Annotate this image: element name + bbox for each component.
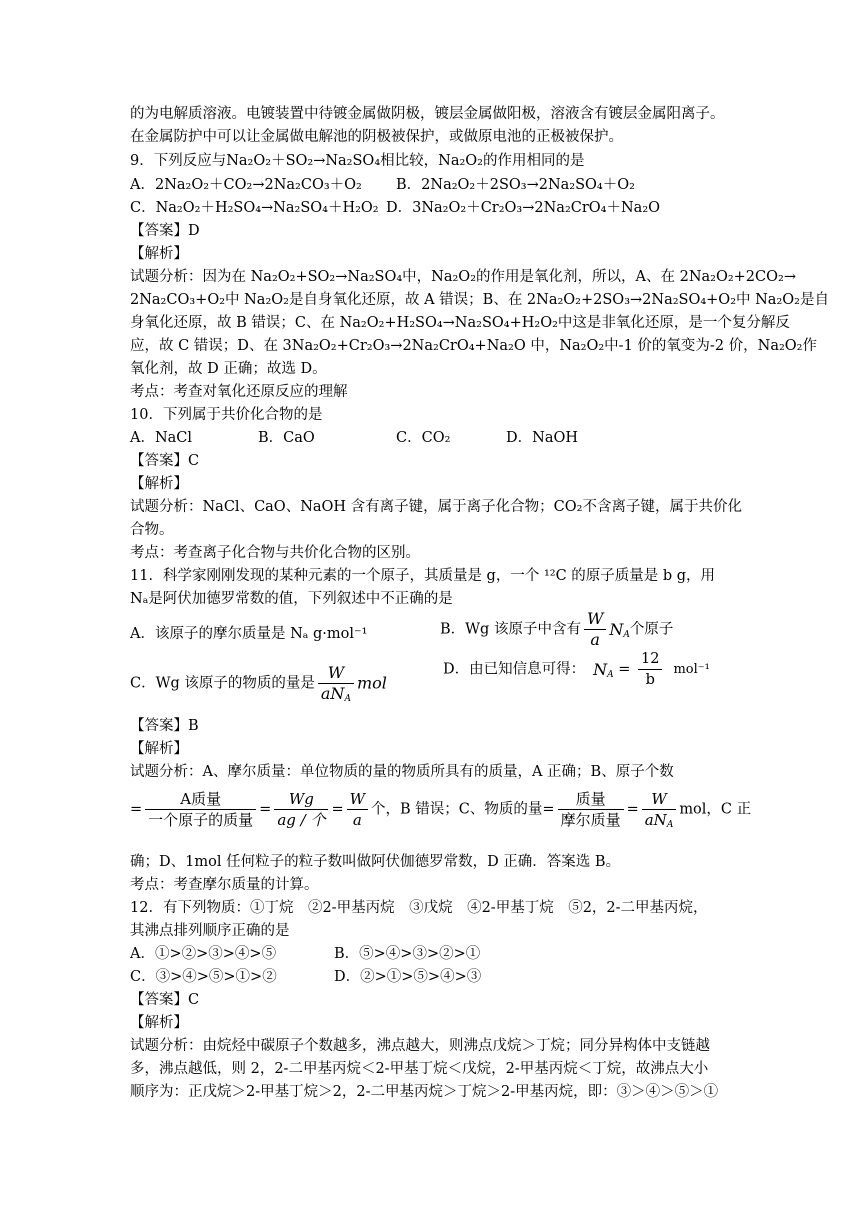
q11-option-c-denominator [318, 684, 354, 703]
q11-option-d-prefix: D．由已知信息可得： [443, 661, 586, 678]
q11-option-b-numerator: W [584, 610, 606, 630]
q9-stem: 9．下列反应与Na₂O₂＋SO₂→Na₂SO₄相比较，Na₂O₂的作用相同的是 [130, 153, 585, 169]
q11-option-d-denominator: b [645, 672, 655, 688]
q10-analysis-heading: 【解析】 [130, 476, 188, 492]
q9-kaodian: 考点：考查对氧化还原反应的理解 [130, 384, 348, 400]
q11-fraction-1 [145, 790, 256, 829]
q9-analysis-line-3: 身氧化还原，故 B 错误；C、在 Na₂O₂+H₂SO₄→Na₂SO₄+H₂O₂中这是非氧化还原，是一个复分解反 [130, 315, 790, 331]
q11-answer: 【答案】B [130, 718, 199, 734]
q11-fraction-2-numerator: Wg [274, 790, 328, 810]
intro-line-2: 在金属防护中可以让金属做电解池的阴极被保护，或做原电池的正极被保护。 [130, 129, 623, 145]
q11-option-d-lhs-subscript: A [607, 669, 614, 680]
q11-option-c [130, 664, 387, 703]
q11-fraction-2 [274, 790, 328, 829]
q11-fraction-4-denominator: 摩尔质量 [560, 811, 621, 829]
q11-fraction-4-numerator: 质量 [558, 790, 624, 810]
q11-fraction-3 [347, 790, 368, 829]
q11-option-d-unit: mol⁻¹ [673, 661, 710, 677]
q11-option-d-lhs [593, 660, 614, 679]
q11-option-c-den-subscript: A [344, 694, 351, 704]
q9-analysis-line-2: 2Na₂CO₃+O₂中 Na₂O₂是自身氧化还原，故 A 错误；B、在 2Na₂O₂+2SO₃→2Na₂SO₄+O₂中 Na₂O₂是自 [130, 292, 829, 308]
q10-analysis-line-1: 试题分析：NaCl、CaO、NaOH 含有离子键，属于离子化合物；CO₂不含离子键，属于共价化 [130, 499, 742, 515]
q11-fraction-5-den-text: aN [644, 811, 667, 829]
q11-option-d-fraction [638, 650, 662, 689]
q9-option-c: C．Na₂O₂＋H₂SO₄→Na₂SO₄＋H₂O₂ [130, 200, 379, 216]
q10-answer: 【答案】C [130, 453, 200, 469]
q11-fraction-4 [558, 790, 624, 829]
q11-option-b-denominator: a [590, 630, 600, 649]
q11-analysis-tail-text: mol，C 正 [679, 801, 752, 818]
q12-option-b: B．⑤>④>③>②>① [334, 946, 481, 962]
q12-analysis-line-2: 多，沸点越低，则 2，2-二甲基丙烷＜2-甲基丁烷＜戊烷，2-甲基丙烷＜丁烷，故沸点大小 [130, 1061, 709, 1077]
q12-answer: 【答案】C [130, 992, 200, 1008]
q11-option-b-prefix: B．Wg 该原子中含有 [440, 621, 581, 638]
q11-fraction-5-numerator: W [642, 790, 677, 810]
q11-fraction-1-numerator: A质量 [145, 790, 256, 810]
q11-option-b [440, 610, 673, 649]
q9-analysis-line-4: 应，故 C 错误；D、在 3Na₂O₂+Cr₂O₃→2Na₂CrO₄+Na₂O 中，Na₂O₂中-1 价的氧变为-2 价，Na₂O₂作 [130, 338, 817, 354]
q11-analysis-formula-line: = $\frac{\text{A质量}}{\text{一个原子的质量}}$ = $\frac{Wg}{\text{ag / 个}}$ = $\frac{W}{a}$ 个，B 错误；C、物质的量= $\frac{\text{质量}}{\text{摩尔质量}}$ = $\frac{W}{aN_A}$ mol，C 正 [130, 790, 752, 830]
q9-analysis-heading: 【解析】 [130, 246, 188, 262]
q10-option-b: B．CaO [258, 430, 315, 446]
q11-analysis-heading: 【解析】 [130, 741, 188, 757]
q11-fraction-5-den-subscript: A [666, 820, 674, 830]
q10-analysis-line-2: 合物。 [130, 522, 174, 538]
q12-option-d: D．②>①>⑤>④>③ [334, 969, 482, 985]
q12-analysis-heading: 【解析】 [130, 1015, 188, 1031]
q11-option-d-equals: = [613, 661, 635, 678]
q11-option-d-lhs-symbol: N [593, 659, 608, 679]
q11-option-d-numerator: 12 [638, 650, 662, 670]
q11-option-b-suffix: 个原子 [629, 621, 674, 638]
q11-fraction-2-denominator: ag / 个 [277, 811, 326, 829]
q11-option-c-numerator: W [318, 664, 354, 684]
q12-stem-line-2: 其沸点排列顺序正确的是 [130, 923, 290, 939]
q11-analysis-line-3: 确；D、1mol 任何粒子的粒子数叫做阿伏伽德罗常数，D 正确．答案选 B。 [130, 854, 621, 870]
q11-option-b-na-symbol: N [609, 619, 624, 639]
q9-option-a: A．2Na₂O₂＋CO₂→2Na₂CO₃＋O₂ [130, 177, 362, 193]
q12-analysis-line-1: 试题分析：由烷烃中碳原子个数越多，沸点越大，则沸点戊烷＞丁烷；同分异构体中支链越 [130, 1038, 710, 1054]
q11-option-b-fraction [584, 610, 606, 649]
q9-option-b: B．2Na₂O₂＋2SO₃→2Na₂SO₄＋O₂ [396, 177, 635, 193]
q9-option-d: D．3Na₂O₂＋Cr₂O₃→2Na₂CrO₄＋Na₂O [386, 200, 661, 216]
q12-analysis-line-3: 顺序为：正戊烷＞2-甲基丁烷＞2，2-二甲基丙烷＞丁烷＞2-甲基丙烷，即：③＞④＞⑤＞① [130, 1084, 719, 1100]
q9-analysis-line-1: 试题分析：因为在 Na₂O₂+SO₂→Na₂SO₄中，Na₂O₂的作用是氧化剂，所以，A、在 2Na₂O₂+2CO₂→ [130, 269, 796, 285]
q10-kaodian: 考点：考查离子化合物与共价化合物的区别。 [130, 545, 420, 561]
q11-fraction-1-denominator: 一个原子的质量 [148, 811, 254, 829]
q11-option-c-prefix: C．Wg 该原子的物质的量是 [130, 675, 315, 692]
q11-option-b-na [609, 620, 630, 639]
q11-option-c-fraction [318, 664, 354, 703]
q11-option-c-unit: mol [356, 673, 387, 693]
q11-fraction-5 [642, 790, 677, 829]
q11-option-c-den-text: aN [320, 684, 345, 703]
q10-option-a: A．NaCl [130, 430, 193, 446]
q11-stem-line-1: 11．科学家刚刚发现的某种元素的一个原子，其质量是 g，一个 ¹²C 的原子质量是 b g，用 [130, 568, 716, 584]
q11-option-d [443, 650, 710, 689]
q10-stem: 10．下列属于共价化合物的是 [130, 407, 323, 423]
q12-option-c: C．③>④>⑤>①>② [130, 969, 277, 985]
q9-analysis-line-5: 氧化剂，故 D 正确；故选 D。 [130, 361, 327, 377]
q11-analysis-mid-text: 个，B 错误；C、物质的量= [371, 801, 555, 818]
q11-analysis-line-1: 试题分析：A、摩尔质量：单位物质的量的物质所具有的质量，A 正确；B、原子个数 [130, 764, 674, 780]
q11-kaodian: 考点：考查摩尔质量的计算。 [130, 877, 319, 893]
q11-stem-line-2: Nₐ是阿伏加德罗常数的值，下列叙述中不正确的是 [130, 591, 453, 607]
q12-option-a: A．①>②>③>④>⑤ [130, 946, 277, 962]
q9-answer: 【答案】D [130, 223, 200, 239]
q11-option-b-na-subscript: A [623, 629, 630, 640]
q11-fraction-3-denominator: a [352, 811, 362, 829]
q12-stem-line-1: 12．有下列物质：①丁烷 ②2-甲基丙烷 ③戊烷 ④2-甲基丁烷 ⑤2，2-二甲基丙烷， [130, 900, 708, 916]
q10-option-c: C．CO₂ [396, 430, 451, 446]
intro-line-1: 的为电解质溶液。电镀装置中待镀金属做阴极，镀层金属做阳极，溶液含有镀层金属阳离子。 [130, 106, 725, 122]
q11-fraction-5-denominator [642, 810, 677, 829]
q11-fraction-3-numerator: W [347, 790, 368, 810]
q10-option-d: D．NaOH [506, 430, 578, 446]
q11-option-a: A．该原子的摩尔质量是 Nₐ g·mol⁻¹ [130, 626, 368, 642]
